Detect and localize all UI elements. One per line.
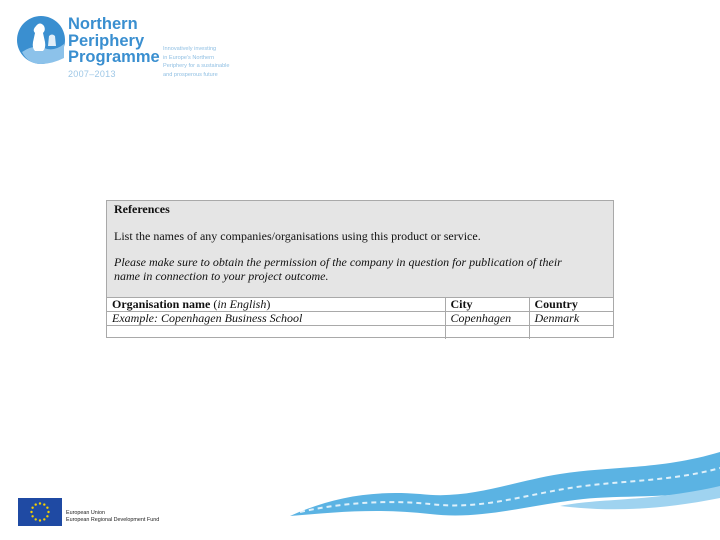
language-hint: in English <box>217 297 267 311</box>
references-header <box>107 201 613 297</box>
cell-organisation[interactable]: Example: Copenhagen Business School <box>107 312 445 326</box>
tagline-line: in Europe's Northern <box>163 54 215 61</box>
tagline-line: and prosperous future <box>163 71 218 78</box>
cell-country[interactable]: Denmark <box>529 312 613 326</box>
cell-city[interactable] <box>445 326 529 340</box>
references-title: References <box>114 202 170 216</box>
globe-figure-icon <box>16 14 68 66</box>
paren-open: ( <box>210 297 218 311</box>
paren-close: ) <box>266 297 271 311</box>
tagline-line: Innovatively investing <box>163 46 217 52</box>
table-header-row <box>107 298 613 312</box>
tagline-line: Periphery for a sustainable <box>163 63 230 70</box>
logo-name-line: Northern <box>68 15 138 33</box>
references-instruction: List the names of any companies/organisations using this product or service. <box>114 228 481 243</box>
organisation-header-label: Organisation name <box>112 297 211 311</box>
column-header-city: City <box>445 298 529 312</box>
column-header-country: Country <box>529 298 613 312</box>
logo-years: 2007–2013 <box>68 69 116 79</box>
cell-city[interactable]: Copenhagen <box>445 312 529 326</box>
cell-country[interactable] <box>529 326 613 340</box>
eu-caption-line: European Regional Development Fund <box>66 517 160 523</box>
column-header-organisation <box>107 298 445 312</box>
table-row <box>107 326 613 340</box>
cell-organisation[interactable] <box>107 326 445 340</box>
references-table <box>107 297 613 339</box>
logo-wordmark <box>68 16 160 66</box>
table-row <box>107 312 613 326</box>
permission-note-line: name in connection to your project outcome. <box>114 268 329 283</box>
eu-flag-icon <box>18 498 62 526</box>
permission-note <box>114 256 607 283</box>
eu-caption <box>66 510 159 524</box>
permission-note-line: Please make sure to obtain the permission of the company in question for publication of their <box>114 255 562 269</box>
programme-logo <box>16 14 256 84</box>
references-form <box>106 200 614 338</box>
logo-tagline <box>163 45 230 79</box>
logo-name-line: Periphery <box>68 31 145 50</box>
eu-caption-line: European Union <box>66 510 105 516</box>
logo-name-line: Programme <box>68 48 160 66</box>
